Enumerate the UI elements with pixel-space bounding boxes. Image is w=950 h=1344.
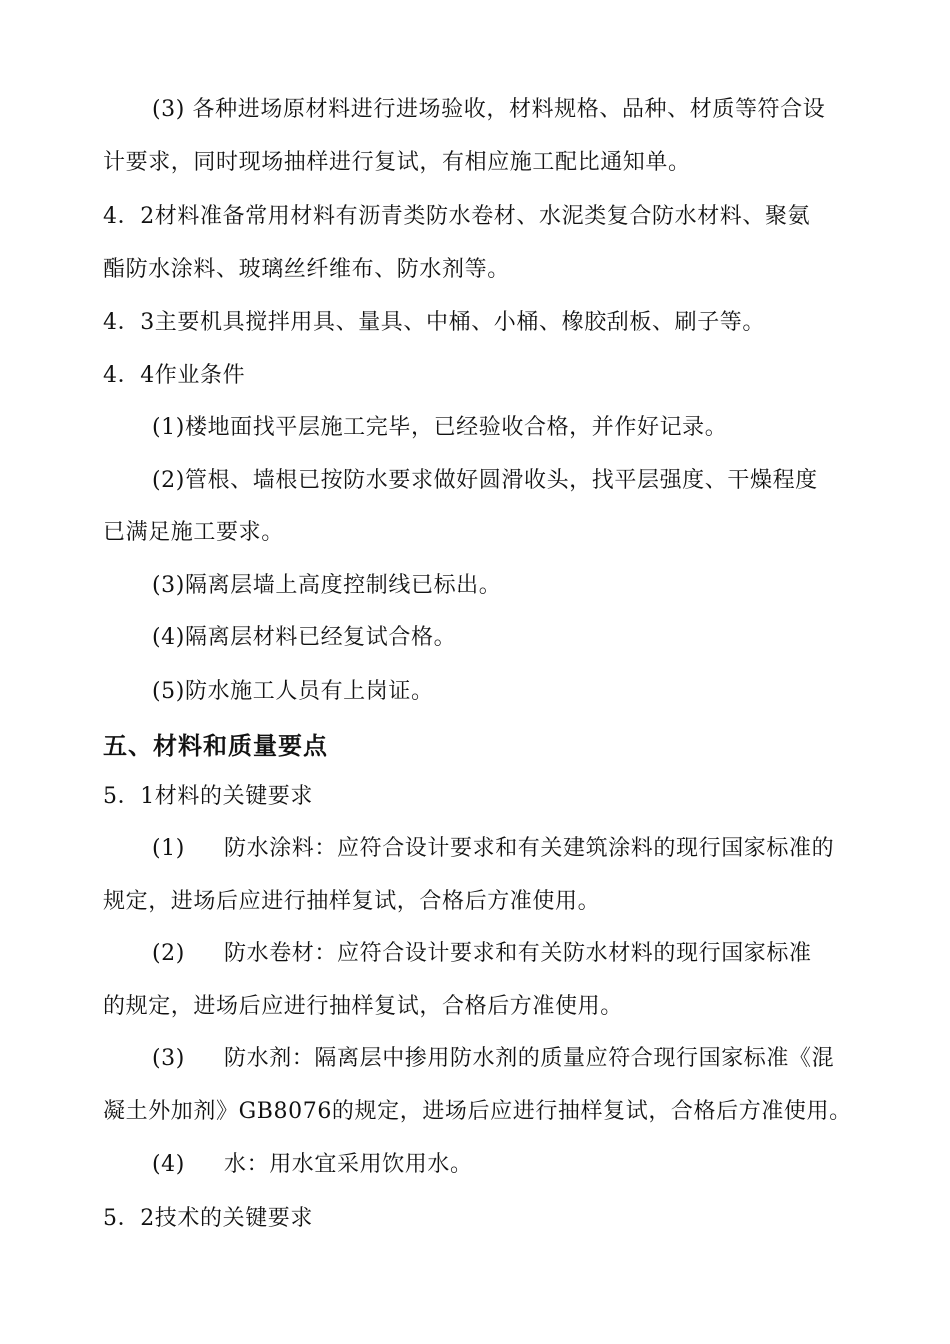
item-text: 防水卷材：应符合设计要求和有关防水材料的现行国家标准 xyxy=(224,941,812,966)
section-heading: 五、材料和质量要点 xyxy=(103,732,328,760)
text-line: 4．3主要机具搅拌用具、量具、中桶、小桶、橡胶刮板、刷子等。 xyxy=(103,310,765,335)
item-number: (3) xyxy=(152,1046,185,1071)
text-line: (4)隔离层材料已经复试合格。 xyxy=(152,625,457,650)
text-line: (3)隔离层墙上高度控制线已标出。 xyxy=(152,573,502,598)
text-line: 4．2材料准备常用材料有沥青类防水卷材、水泥类复合防水材料、聚氨 xyxy=(103,204,811,229)
text-line: 规定，进场后应进行抽样复试，合格后方准使用。 xyxy=(103,889,601,914)
list-item xyxy=(152,1150,473,1180)
text-line: 凝土外加剂》GB8076的规定，进场后应进行抽样复试，合格后方准使用。 xyxy=(103,1099,852,1124)
text-line: (5)防水施工人员有上岗证。 xyxy=(152,679,434,704)
list-item xyxy=(152,1044,834,1074)
text-line: (2)管根、墙根已按防水要求做好圆滑收头，找平层强度、干燥程度 xyxy=(152,468,818,493)
text-line: 已满足施工要求。 xyxy=(103,520,284,545)
item-text: 防水涂料：应符合设计要求和有关建筑涂料的现行国家标准的 xyxy=(224,836,835,861)
text-line: 的规定，进场后应进行抽样复试，合格后方准使用。 xyxy=(103,994,623,1019)
text-line: 计要求，同时现场抽样进行复试，有相应施工配比通知单。 xyxy=(103,150,691,175)
text-line: (3) 各种进场原材料进行进场验收，材料规格、品种、材质等符合设 xyxy=(152,97,826,122)
text-line: 酯防水涂料、玻璃丝纤维布、防水剂等。 xyxy=(103,257,510,282)
item-number: (1) xyxy=(152,836,185,861)
item-text: 防水剂：隔离层中掺用防水剂的质量应符合现行国家标准《混 xyxy=(224,1046,835,1071)
subsection-title: 5．2技术的关键要求 xyxy=(103,1206,313,1231)
subsection-title: 5．1材料的关键要求 xyxy=(103,784,313,809)
list-item xyxy=(152,834,834,864)
item-number: (2) xyxy=(152,941,185,966)
item-number: (4) xyxy=(152,1152,185,1177)
list-item xyxy=(152,939,812,969)
text-line: (1)楼地面找平层施工完毕，已经验收合格，并作好记录。 xyxy=(152,415,728,440)
item-text: 水：用水宜采用饮用水。 xyxy=(224,1152,473,1177)
text-line: 4．4作业条件 xyxy=(103,363,246,388)
